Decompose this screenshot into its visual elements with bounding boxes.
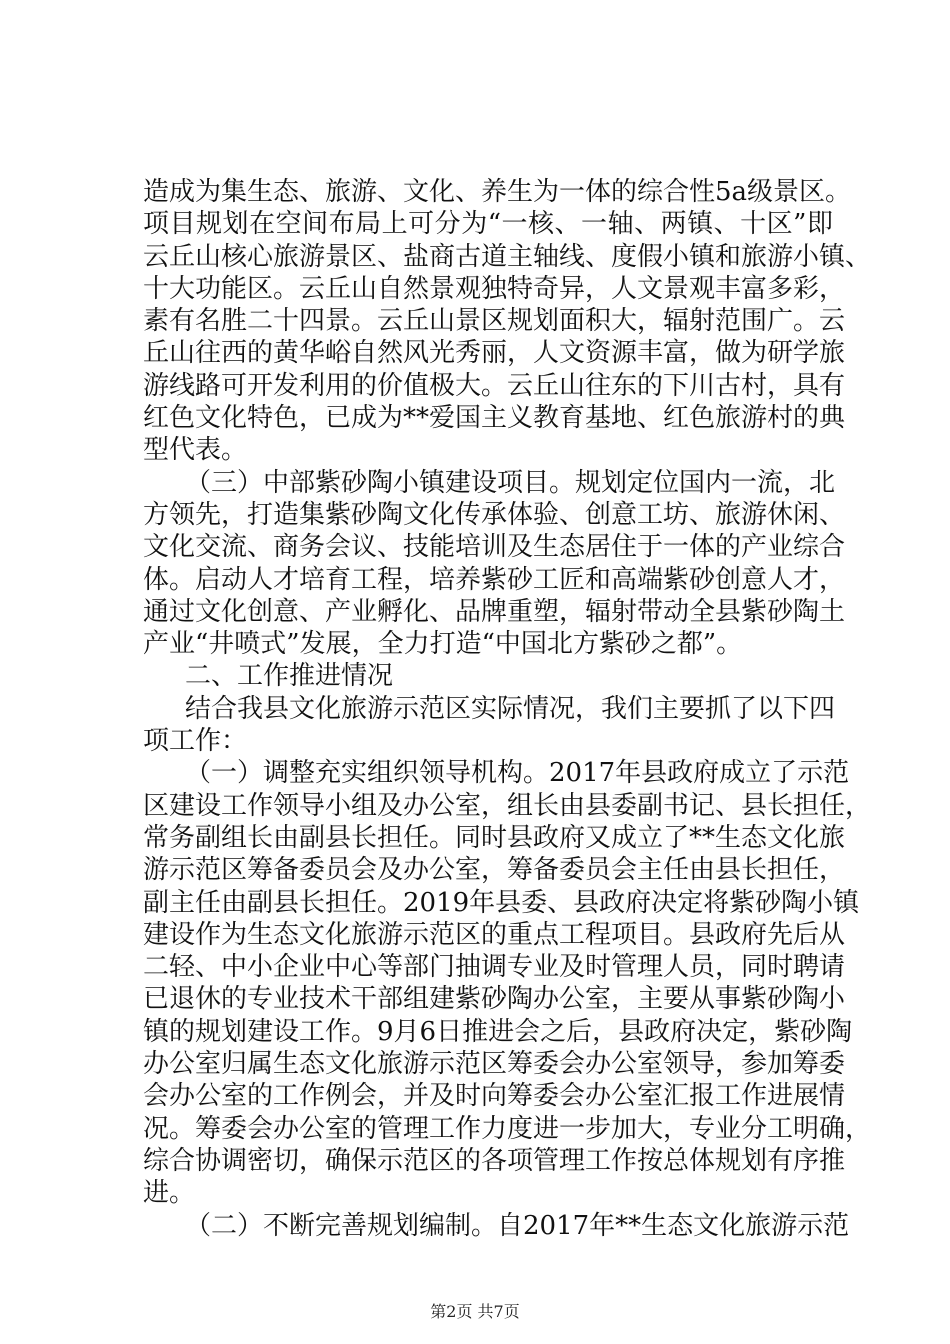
page-footer: 第2页 共7页	[430, 1302, 520, 1321]
text-line: 云丘山核心旅游景区、盐商古道主轴线、度假小镇和旅游小镇、	[143, 241, 872, 272]
text-line: 会办公室的工作例会，并及时向筹委会办公室汇报工作进展情	[143, 1081, 846, 1112]
text-line: 文化交流、商务会议、技能培训及生态居住于一体的产业综合	[143, 532, 846, 563]
text-line: 型代表。	[143, 435, 248, 466]
text-line: 区建设工作领导小组及办公室，组长由县委副书记、县长担任，	[143, 790, 872, 821]
text-line: 红色文化特色，已成为**爱国主义教育基地、红色旅游村的典	[143, 403, 846, 434]
text-line: 二、工作推进情况	[185, 661, 394, 692]
text-line: 造成为集生态、旅游、文化、养生为一体的综合性5a级景区。	[143, 177, 852, 207]
text-line: 结合我县文化旅游示范区实际情况，我们主要抓了以下四	[185, 693, 836, 724]
text-line: 项工作：	[143, 726, 248, 757]
text-line: 通过文化创意、产业孵化、品牌重塑，辐射带动全县紫砂陶土	[143, 596, 846, 627]
paragraph	[143, 757, 872, 1209]
text-line: 综合协调密切，确保示范区的各项管理工作按总体规划有序推	[143, 1145, 846, 1176]
paragraph	[143, 693, 836, 758]
text-line: 常务副组长由副县长担任。同时县政府又成立了**生态文化旅	[143, 822, 846, 853]
text-line: 丘山往西的黄华峪自然风光秀丽，人文资源丰富，做为研学旅	[143, 338, 846, 369]
text-line: 体。启动人才培育工程，培养紫砂工匠和高端紫砂创意人才，	[143, 564, 846, 595]
text-line: 建设作为生态文化旅游示范区的重点工程项目。县政府先后从	[143, 919, 846, 950]
text-line: 进。	[143, 1178, 196, 1209]
paragraph	[143, 467, 846, 661]
text-line: 素有名胜二十四景。云丘山景区规划面积大，辐射范围广。云	[143, 306, 846, 337]
text-line: 二轻、中小企业中心等部门抽调专业及时管理人员，同时聘请	[143, 952, 846, 983]
text-line: 游示范区筹备委员会及办公室，筹备委员会主任由县长担任，	[143, 855, 846, 886]
text-line: 副主任由副县长担任。2019年县委、县政府决定将紫砂陶小镇	[143, 887, 860, 918]
text-line: 十大功能区。云丘山自然景观独特奇异，人文景观丰富多彩，	[143, 273, 846, 304]
text-line: 产业“井喷式”发展，全力打造“中国北方紫砂之都”。	[143, 629, 743, 660]
text-line: 况。筹委会办公室的管理工作力度进一步加大，专业分工明确，	[143, 1113, 872, 1144]
text-line: 已退休的专业技术干部组建紫砂陶办公室，主要从事紫砂陶小	[143, 984, 846, 1015]
document-body	[143, 176, 872, 1242]
paragraph	[143, 176, 872, 467]
text-line: （二）不断完善规划编制。自2017年**生态文化旅游示范	[185, 1210, 850, 1241]
text-line: （三）中部紫砂陶小镇建设项目。规划定位国内一流，北	[185, 467, 836, 498]
paragraph	[143, 1210, 850, 1242]
text-line: 镇的规划建设工作。9月6日推进会之后，县政府决定，紫砂陶	[143, 1016, 853, 1047]
paragraph	[143, 660, 833, 692]
text-line: （一）调整充实组织领导机构。2017年县政府成立了示范	[185, 758, 850, 789]
text-line: 办公室归属生态文化旅游示范区筹委会办公室领导，参加筹委	[143, 1049, 846, 1080]
text-line: 项目规划在空间布局上可分为“一核、一轴、两镇、十区”即	[143, 209, 833, 240]
text-line: 游线路可开发利用的价值极大。云丘山往东的下川古村，具有	[143, 370, 846, 401]
text-line: 方领先，打造集紫砂陶文化传承体验、创意工坊、旅游休闲、	[143, 499, 846, 530]
